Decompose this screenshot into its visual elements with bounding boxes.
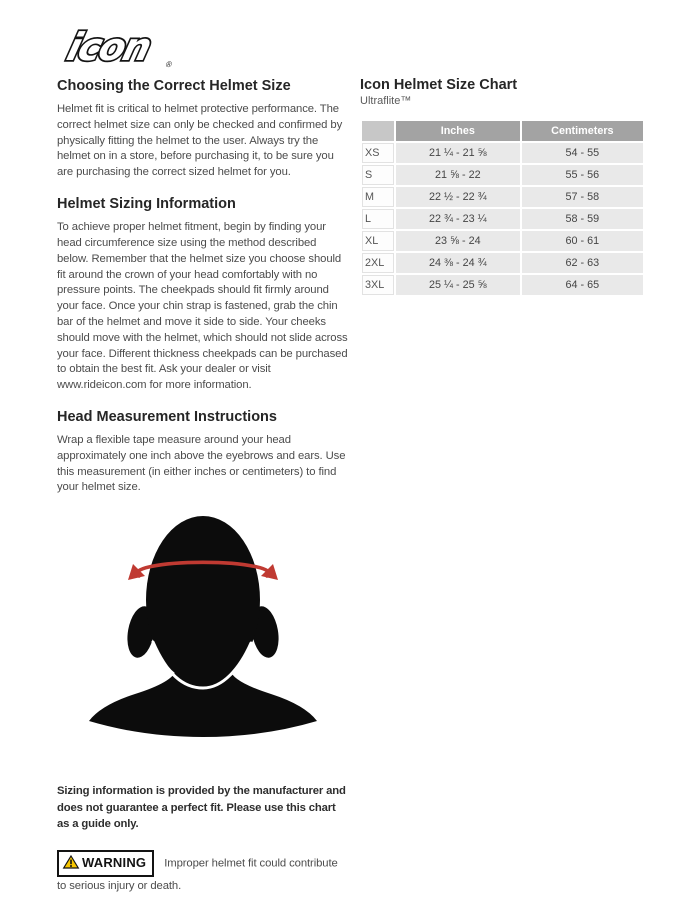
section-measurement-instructions: [57, 409, 348, 496]
manufacturer-note: Sizing information is provided by the manufacturer and does not guarantee a perfect fit. Please use this chart as a guide only.: [57, 785, 346, 830]
section-heading: Head Measurement Instructions: [57, 409, 277, 425]
section-body: To achieve proper helmet fitment, begin by finding your head circumference size using the method described below. Remember that the helmet size you choose should fit around the crown of your head comfortably with no pressure points. The cheekpads should fit firmly around your face. Once your chin strap is fastened, grab the chin bar of the helmet and move it side to side. Your cheeks should move with the helmet, which should not slide across your face. Different thickness cheekpads can be purchased to obtain the best fit. Ask your dealer or visit www.rideicon.com for more information.: [57, 221, 348, 392]
table-header-row: [362, 121, 643, 141]
inches-cell: 24 ⅜ - 24 ¾: [396, 253, 520, 273]
corner-header-cell: [362, 121, 394, 141]
tape-arrow-right-icon: [261, 564, 278, 580]
section-body: Wrap a flexible tape measure around your head approximately one inch above the eyebrows and ears. Use this measurement (in either inches or centimeters) to find your helmet size.: [57, 434, 346, 494]
head-silhouette: [89, 516, 317, 737]
cm-cell: 64 - 65: [522, 275, 643, 295]
size-cell: 3XL: [362, 275, 394, 295]
cm-cell: 54 - 55: [522, 143, 643, 163]
table-row-2xl: [362, 253, 643, 273]
section-body: Helmet fit is critical to helmet protective performance. The correct helmet size can only be checked and confirmed by physically fitting the helmet to the user. Always try the helmet on in a store, before purchasing it, to be sure you are purchasing the correct sized helmet for you.: [57, 103, 343, 179]
table-row-xs: [362, 143, 643, 163]
inches-cell: 25 ¼ - 25 ⅝: [396, 275, 520, 295]
table-row-s: [362, 165, 643, 185]
table-row-xl: [362, 231, 643, 251]
chart-subtitle: Ultraflite™: [360, 94, 412, 107]
warning-triangle-icon: [63, 855, 79, 869]
chart-title: Icon Helmet Size Chart: [360, 77, 518, 93]
warning-label: WARNING: [82, 855, 147, 871]
size-cell: S: [362, 165, 394, 185]
size-cell: XL: [362, 231, 394, 251]
table-row-m: [362, 187, 643, 207]
centimeters-header-cell: Centimeters: [522, 121, 643, 141]
section-sizing-information: [57, 196, 348, 394]
left-column: [57, 78, 348, 907]
warning-paragraph: [57, 850, 348, 895]
size-cell: M: [362, 187, 394, 207]
size-cell: 2XL: [362, 253, 394, 273]
cm-cell: 60 - 61: [522, 231, 643, 251]
content-columns: [57, 78, 645, 907]
inches-cell: 22 ¾ - 23 ¼: [396, 209, 520, 229]
head-measurement-figure: [83, 512, 323, 745]
inches-cell: 21 ⅝ - 22: [396, 165, 520, 185]
icon-logo-graphic: [57, 20, 207, 72]
warning-box: [57, 850, 154, 877]
inches-header-cell: Inches: [396, 121, 520, 141]
table-row-l: [362, 209, 643, 229]
tape-arrow-left-icon: [128, 564, 145, 580]
icon-logo: [57, 20, 645, 72]
warning-text: Improper helmet fit could contribute to serious injury or death.: [57, 857, 338, 893]
icon-logo-text: icon: [62, 25, 155, 70]
registered-mark: ®: [164, 60, 173, 69]
size-cell: L: [362, 209, 394, 229]
cm-cell: 58 - 59: [522, 209, 643, 229]
size-cell: XS: [362, 143, 394, 163]
section-heading: Choosing the Correct Helmet Size: [57, 78, 291, 94]
table-row-3xl: [362, 275, 643, 295]
cm-cell: 57 - 58: [522, 187, 643, 207]
helmet-size-table: [360, 119, 645, 297]
inches-cell: 23 ⅝ - 24: [396, 231, 520, 251]
inches-cell: 22 ½ - 22 ¾: [396, 187, 520, 207]
section-heading: Helmet Sizing Information: [57, 196, 236, 213]
head-silhouette-graphic: [83, 512, 323, 740]
right-column: [360, 78, 645, 297]
cm-cell: 62 - 63: [522, 253, 643, 273]
cm-cell: 55 - 56: [522, 165, 643, 185]
inches-cell: 21 ¼ - 21 ⅝: [396, 143, 520, 163]
section-choosing-size: [57, 78, 348, 181]
